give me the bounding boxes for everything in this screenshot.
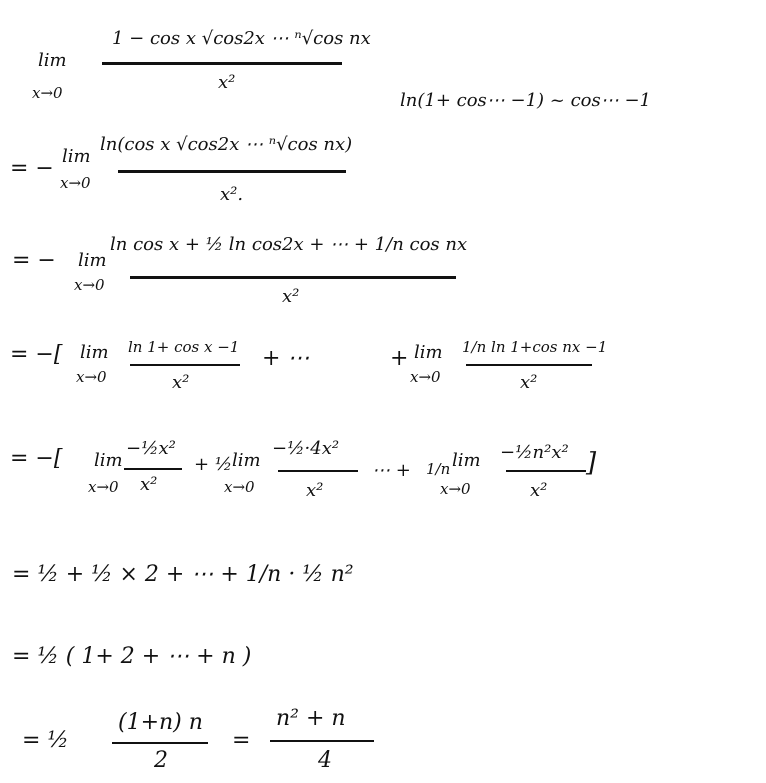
line3-fraction-bar	[130, 276, 456, 279]
line4-lim-2-subscript: x→0	[410, 368, 441, 386]
line1-lim-subscript: x→0	[32, 84, 63, 102]
line3-lim-subscript: x→0	[74, 276, 105, 294]
line6-expression: = ½ + ½ × 2 + ⋯ + 1/n · ½ n²	[12, 562, 354, 587]
line5-term3-denominator: x²	[530, 480, 548, 501]
line8-fraction2-bar	[270, 740, 374, 742]
line2-lim-subscript: x→0	[60, 174, 91, 192]
side-note: ln(1+ cos⋯ −1) ~ cos⋯ −1	[400, 90, 651, 111]
line5-lim-1: lim	[94, 450, 123, 471]
line5-term2-bar	[278, 470, 358, 472]
line8-fraction1-denominator: 2	[154, 748, 168, 773]
line2-numerator: ln(cos x √cos2x ⋯ ⁿ√cos nx)	[100, 134, 353, 155]
line2-equals: = −	[10, 156, 54, 181]
line8-equals-2: =	[232, 728, 251, 753]
line5-term3-numerator: −½n²x²	[500, 442, 569, 463]
line1-fraction-bar	[102, 62, 342, 65]
line5-lim-2: lim	[232, 450, 261, 471]
line8-fraction2-numerator: n² + n	[276, 706, 346, 731]
line3-equals: = −	[12, 248, 56, 273]
line5-coef-2: + ½	[194, 454, 233, 475]
line4-term2-denominator: x²	[520, 372, 538, 393]
line4-equals: = −[	[10, 342, 63, 367]
line5-coef-3: 1/n	[426, 460, 451, 478]
line4-plus: +	[390, 346, 409, 371]
line5-term1-bar	[124, 468, 182, 470]
line3-denominator: x²	[282, 286, 300, 307]
line3-numerator: ln cos x + ½ ln cos2x + ⋯ + 1/n cos nx	[110, 234, 468, 255]
line5-term1-numerator: −½x²	[126, 438, 176, 459]
line2-fraction-bar	[118, 170, 346, 173]
line8-fraction1-numerator: (1+n) n	[118, 710, 203, 735]
line4-middle: + ⋯	[262, 346, 310, 371]
line5-equals: = −[	[10, 446, 63, 471]
line4-term2-numerator: 1/n ln 1+cos nx −1	[462, 338, 608, 356]
line5-term1-denominator: x²	[140, 474, 158, 495]
line5-term2-numerator: −½·4x²	[272, 438, 340, 459]
line4-lim-1: lim	[80, 342, 109, 363]
line3-lim: lim	[78, 250, 107, 271]
line2-denominator: x².	[220, 184, 244, 205]
line5-close-bracket: ]	[586, 448, 597, 478]
line4-term1-bar	[130, 364, 240, 366]
line8-equals: = ½	[22, 728, 69, 753]
line5-lim-2-subscript: x→0	[224, 478, 255, 496]
line1-denominator: x²	[218, 72, 236, 93]
line5-term3-bar	[506, 470, 586, 472]
line5-lim-1-subscript: x→0	[88, 478, 119, 496]
line5-lim-3: lim	[452, 450, 481, 471]
line4-term2-bar	[466, 364, 592, 366]
line5-lim-3-subscript: x→0	[440, 480, 471, 498]
line8-fraction1-bar	[112, 742, 208, 744]
line1-numerator: 1 − cos x √cos2x ⋯ ⁿ√cos nx	[112, 28, 371, 49]
line1-lim: lim	[38, 50, 67, 71]
line4-term1-denominator: x²	[172, 372, 190, 393]
line2-lim: lim	[62, 146, 91, 167]
line5-term2-denominator: x²	[306, 480, 324, 501]
line4-term1-numerator: ln 1+ cos x −1	[128, 338, 240, 356]
line5-dots: ⋯ +	[372, 460, 411, 481]
line8-fraction2-denominator: 4	[318, 748, 332, 773]
line7-expression: = ½ ( 1+ 2 + ⋯ + n )	[12, 644, 252, 669]
line4-lim-1-subscript: x→0	[76, 368, 107, 386]
line4-lim-2: lim	[414, 342, 443, 363]
